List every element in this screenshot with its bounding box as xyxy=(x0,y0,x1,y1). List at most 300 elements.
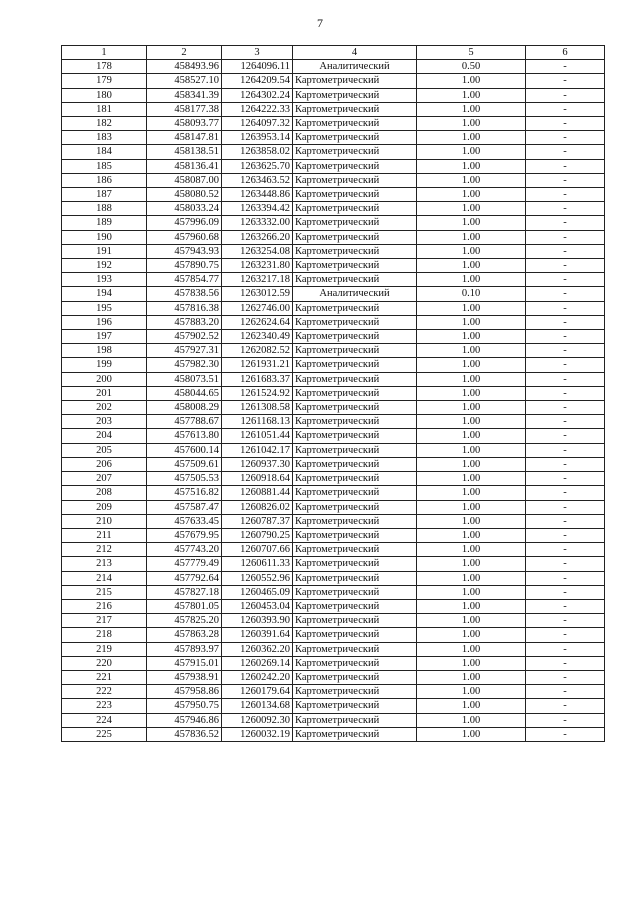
cell-y-coordinate: 1263266.20 xyxy=(222,230,293,244)
cell-x-coordinate: 457509.61 xyxy=(147,457,222,471)
cell-accuracy: 1.00 xyxy=(417,173,526,187)
cell-y-coordinate: 1260790.25 xyxy=(222,528,293,542)
cell-method: Аналитический xyxy=(293,287,417,301)
cell-note: - xyxy=(526,401,605,415)
cell-accuracy: 1.00 xyxy=(417,557,526,571)
cell-y-coordinate: 1260552.96 xyxy=(222,571,293,585)
cell-point-number: 220 xyxy=(62,656,147,670)
cell-note: - xyxy=(526,117,605,131)
cell-point-number: 196 xyxy=(62,315,147,329)
cell-note: - xyxy=(526,202,605,216)
cell-note: - xyxy=(526,173,605,187)
cell-x-coordinate: 457890.75 xyxy=(147,259,222,273)
table-row xyxy=(62,528,605,542)
cell-accuracy: 1.00 xyxy=(417,585,526,599)
table-row xyxy=(62,244,605,258)
column-header-6: 6 xyxy=(526,46,605,60)
cell-x-coordinate: 457743.20 xyxy=(147,543,222,557)
cell-y-coordinate: 1260179.64 xyxy=(222,685,293,699)
cell-method: Картометрический xyxy=(293,443,417,457)
cell-note: - xyxy=(526,330,605,344)
cell-x-coordinate: 457982.30 xyxy=(147,358,222,372)
cell-method: Картометрический xyxy=(293,315,417,329)
table-row xyxy=(62,599,605,613)
table-row xyxy=(62,74,605,88)
cell-method: Картометрический xyxy=(293,230,417,244)
cell-method: Картометрический xyxy=(293,145,417,159)
table-row xyxy=(62,699,605,713)
cell-y-coordinate: 1260134.68 xyxy=(222,699,293,713)
cell-y-coordinate: 1260707.66 xyxy=(222,543,293,557)
cell-y-coordinate: 1261683.37 xyxy=(222,372,293,386)
cell-x-coordinate: 457996.09 xyxy=(147,216,222,230)
cell-accuracy: 1.00 xyxy=(417,500,526,514)
cell-note: - xyxy=(526,599,605,613)
cell-y-coordinate: 1263448.86 xyxy=(222,188,293,202)
cell-y-coordinate: 1264222.33 xyxy=(222,102,293,116)
cell-y-coordinate: 1261042.17 xyxy=(222,443,293,457)
cell-note: - xyxy=(526,585,605,599)
cell-y-coordinate: 1262082.52 xyxy=(222,344,293,358)
cell-point-number: 199 xyxy=(62,358,147,372)
cell-method: Картометрический xyxy=(293,74,417,88)
table-row xyxy=(62,230,605,244)
cell-y-coordinate: 1261168.13 xyxy=(222,415,293,429)
cell-point-number: 182 xyxy=(62,117,147,131)
table-row xyxy=(62,188,605,202)
cell-point-number: 212 xyxy=(62,543,147,557)
cell-accuracy: 1.00 xyxy=(417,259,526,273)
cell-point-number: 221 xyxy=(62,670,147,684)
cell-x-coordinate: 458008.29 xyxy=(147,401,222,415)
cell-accuracy: 1.00 xyxy=(417,415,526,429)
cell-y-coordinate: 1260242.20 xyxy=(222,670,293,684)
cell-accuracy: 1.00 xyxy=(417,614,526,628)
cell-method: Картометрический xyxy=(293,202,417,216)
cell-y-coordinate: 1263625.70 xyxy=(222,159,293,173)
cell-x-coordinate: 457779.49 xyxy=(147,557,222,571)
cell-x-coordinate: 457950.75 xyxy=(147,699,222,713)
cell-method: Картометрический xyxy=(293,599,417,613)
cell-note: - xyxy=(526,188,605,202)
cell-point-number: 181 xyxy=(62,102,147,116)
cell-method: Картометрический xyxy=(293,670,417,684)
cell-note: - xyxy=(526,259,605,273)
cell-y-coordinate: 1262746.00 xyxy=(222,301,293,315)
cell-x-coordinate: 458087.00 xyxy=(147,173,222,187)
cell-y-coordinate: 1260393.90 xyxy=(222,614,293,628)
cell-x-coordinate: 457792.64 xyxy=(147,571,222,585)
cell-x-coordinate: 457633.45 xyxy=(147,514,222,528)
cell-point-number: 217 xyxy=(62,614,147,628)
cell-method: Картометрический xyxy=(293,457,417,471)
table-row xyxy=(62,88,605,102)
cell-method: Картометрический xyxy=(293,429,417,443)
cell-note: - xyxy=(526,571,605,585)
table-row xyxy=(62,429,605,443)
cell-point-number: 178 xyxy=(62,60,147,74)
table-row xyxy=(62,472,605,486)
cell-y-coordinate: 1260787.37 xyxy=(222,514,293,528)
cell-note: - xyxy=(526,386,605,400)
cell-method: Картометрический xyxy=(293,585,417,599)
cell-accuracy: 1.00 xyxy=(417,330,526,344)
table-row xyxy=(62,216,605,230)
table-row xyxy=(62,301,605,315)
cell-accuracy: 1.00 xyxy=(417,244,526,258)
cell-accuracy: 1.00 xyxy=(417,642,526,656)
cell-y-coordinate: 1263217.18 xyxy=(222,273,293,287)
cell-note: - xyxy=(526,628,605,642)
cell-y-coordinate: 1263953.14 xyxy=(222,131,293,145)
cell-accuracy: 1.00 xyxy=(417,145,526,159)
cell-x-coordinate: 457902.52 xyxy=(147,330,222,344)
cell-point-number: 204 xyxy=(62,429,147,443)
cell-accuracy: 1.00 xyxy=(417,117,526,131)
table-row xyxy=(62,287,605,301)
table-row xyxy=(62,273,605,287)
cell-accuracy: 1.00 xyxy=(417,102,526,116)
cell-x-coordinate: 458033.24 xyxy=(147,202,222,216)
cell-method: Картометрический xyxy=(293,699,417,713)
cell-y-coordinate: 1261051.44 xyxy=(222,429,293,443)
cell-accuracy: 1.00 xyxy=(417,386,526,400)
cell-x-coordinate: 458073.51 xyxy=(147,372,222,386)
cell-accuracy: 1.00 xyxy=(417,514,526,528)
cell-method: Картометрический xyxy=(293,188,417,202)
cell-note: - xyxy=(526,230,605,244)
table-row xyxy=(62,372,605,386)
table-row xyxy=(62,415,605,429)
cell-method: Картометрический xyxy=(293,173,417,187)
cell-accuracy: 1.00 xyxy=(417,727,526,741)
header-row xyxy=(62,46,605,60)
cell-note: - xyxy=(526,358,605,372)
cell-note: - xyxy=(526,301,605,315)
cell-note: - xyxy=(526,528,605,542)
cell-accuracy: 1.00 xyxy=(417,699,526,713)
cell-x-coordinate: 457943.93 xyxy=(147,244,222,258)
table-row xyxy=(62,102,605,116)
cell-point-number: 206 xyxy=(62,457,147,471)
cell-point-number: 189 xyxy=(62,216,147,230)
cell-note: - xyxy=(526,372,605,386)
cell-y-coordinate: 1260092.30 xyxy=(222,713,293,727)
cell-accuracy: 1.00 xyxy=(417,372,526,386)
cell-x-coordinate: 457836.52 xyxy=(147,727,222,741)
cell-point-number: 213 xyxy=(62,557,147,571)
cell-note: - xyxy=(526,713,605,727)
cell-note: - xyxy=(526,514,605,528)
cell-accuracy: 1.00 xyxy=(417,131,526,145)
cell-point-number: 224 xyxy=(62,713,147,727)
table-row xyxy=(62,159,605,173)
table-row xyxy=(62,344,605,358)
cell-note: - xyxy=(526,102,605,116)
cell-method: Картометрический xyxy=(293,244,417,258)
cell-accuracy: 1.00 xyxy=(417,571,526,585)
cell-accuracy: 1.00 xyxy=(417,713,526,727)
page-number: 7 xyxy=(317,16,323,30)
cell-method: Картометрический xyxy=(293,557,417,571)
table-body xyxy=(62,60,605,742)
cell-x-coordinate: 458147.81 xyxy=(147,131,222,145)
cell-method: Картометрический xyxy=(293,330,417,344)
table-row xyxy=(62,259,605,273)
cell-point-number: 219 xyxy=(62,642,147,656)
cell-y-coordinate: 1260362.20 xyxy=(222,642,293,656)
cell-y-coordinate: 1263254.08 xyxy=(222,244,293,258)
table-row xyxy=(62,173,605,187)
cell-note: - xyxy=(526,443,605,457)
cell-method: Картометрический xyxy=(293,358,417,372)
cell-y-coordinate: 1264097.32 xyxy=(222,117,293,131)
cell-point-number: 180 xyxy=(62,88,147,102)
cell-accuracy: 1.00 xyxy=(417,486,526,500)
table-row xyxy=(62,358,605,372)
table-row xyxy=(62,670,605,684)
cell-method: Картометрический xyxy=(293,656,417,670)
cell-y-coordinate: 1260881.44 xyxy=(222,486,293,500)
table-row xyxy=(62,557,605,571)
cell-x-coordinate: 457838.56 xyxy=(147,287,222,301)
cell-note: - xyxy=(526,486,605,500)
cell-point-number: 200 xyxy=(62,372,147,386)
cell-x-coordinate: 457960.68 xyxy=(147,230,222,244)
table-row xyxy=(62,727,605,741)
cell-x-coordinate: 457801.05 xyxy=(147,599,222,613)
cell-point-number: 208 xyxy=(62,486,147,500)
cell-x-coordinate: 457613.80 xyxy=(147,429,222,443)
cell-note: - xyxy=(526,287,605,301)
cell-x-coordinate: 457679.95 xyxy=(147,528,222,542)
table-row xyxy=(62,642,605,656)
cell-y-coordinate: 1261524.92 xyxy=(222,386,293,400)
cell-x-coordinate: 457946.86 xyxy=(147,713,222,727)
cell-method: Картометрический xyxy=(293,216,417,230)
cell-x-coordinate: 458044.65 xyxy=(147,386,222,400)
table-row xyxy=(62,571,605,585)
cell-note: - xyxy=(526,429,605,443)
cell-accuracy: 1.00 xyxy=(417,543,526,557)
cell-accuracy: 1.00 xyxy=(417,443,526,457)
cell-x-coordinate: 458527.10 xyxy=(147,74,222,88)
cell-method: Картометрический xyxy=(293,415,417,429)
cell-method: Картометрический xyxy=(293,372,417,386)
cell-y-coordinate: 1264302.24 xyxy=(222,88,293,102)
cell-accuracy: 1.00 xyxy=(417,74,526,88)
cell-note: - xyxy=(526,543,605,557)
cell-point-number: 201 xyxy=(62,386,147,400)
cell-method: Картометрический xyxy=(293,131,417,145)
cell-point-number: 193 xyxy=(62,273,147,287)
cell-x-coordinate: 457600.14 xyxy=(147,443,222,457)
cell-method: Картометрический xyxy=(293,273,417,287)
cell-point-number: 211 xyxy=(62,528,147,542)
table-row xyxy=(62,457,605,471)
cell-note: - xyxy=(526,457,605,471)
cell-y-coordinate: 1262340.49 xyxy=(222,330,293,344)
cell-accuracy: 1.00 xyxy=(417,315,526,329)
cell-x-coordinate: 457816.38 xyxy=(147,301,222,315)
cell-point-number: 223 xyxy=(62,699,147,713)
cell-accuracy: 1.00 xyxy=(417,685,526,699)
cell-y-coordinate: 1264096.11 xyxy=(222,60,293,74)
cell-x-coordinate: 458177.38 xyxy=(147,102,222,116)
cell-note: - xyxy=(526,315,605,329)
cell-x-coordinate: 457788.67 xyxy=(147,415,222,429)
cell-note: - xyxy=(526,415,605,429)
cell-accuracy: 1.00 xyxy=(417,344,526,358)
table-row xyxy=(62,386,605,400)
table-row xyxy=(62,443,605,457)
cell-x-coordinate: 458493.96 xyxy=(147,60,222,74)
cell-method: Картометрический xyxy=(293,571,417,585)
table-row xyxy=(62,117,605,131)
cell-point-number: 185 xyxy=(62,159,147,173)
cell-y-coordinate: 1260453.04 xyxy=(222,599,293,613)
cell-method: Картометрический xyxy=(293,713,417,727)
cell-note: - xyxy=(526,614,605,628)
cell-method: Картометрический xyxy=(293,88,417,102)
cell-y-coordinate: 1260611.33 xyxy=(222,557,293,571)
table-row xyxy=(62,685,605,699)
cell-accuracy: 1.00 xyxy=(417,202,526,216)
cell-method: Картометрический xyxy=(293,543,417,557)
cell-y-coordinate: 1263463.52 xyxy=(222,173,293,187)
cell-accuracy: 1.00 xyxy=(417,599,526,613)
cell-x-coordinate: 457587.47 xyxy=(147,500,222,514)
cell-accuracy: 1.00 xyxy=(417,216,526,230)
table-row xyxy=(62,486,605,500)
cell-y-coordinate: 1261308.58 xyxy=(222,401,293,415)
cell-x-coordinate: 457863.28 xyxy=(147,628,222,642)
cell-method: Картометрический xyxy=(293,259,417,273)
table-row xyxy=(62,514,605,528)
cell-accuracy: 1.00 xyxy=(417,358,526,372)
column-header-4: 4 xyxy=(293,46,417,60)
cell-x-coordinate: 457516.82 xyxy=(147,486,222,500)
table-row xyxy=(62,401,605,415)
cell-x-coordinate: 457854.77 xyxy=(147,273,222,287)
cell-method: Картометрический xyxy=(293,301,417,315)
table-row xyxy=(62,145,605,159)
cell-note: - xyxy=(526,685,605,699)
cell-y-coordinate: 1263332.00 xyxy=(222,216,293,230)
cell-method: Картометрический xyxy=(293,401,417,415)
cell-method: Картометрический xyxy=(293,642,417,656)
cell-method: Картометрический xyxy=(293,614,417,628)
cell-note: - xyxy=(526,88,605,102)
coordinates-table xyxy=(61,45,605,742)
cell-y-coordinate: 1260937.30 xyxy=(222,457,293,471)
cell-point-number: 205 xyxy=(62,443,147,457)
table-row xyxy=(62,315,605,329)
table-row xyxy=(62,585,605,599)
cell-point-number: 198 xyxy=(62,344,147,358)
table-row xyxy=(62,500,605,514)
cell-note: - xyxy=(526,344,605,358)
cell-x-coordinate: 457938.91 xyxy=(147,670,222,684)
cell-point-number: 222 xyxy=(62,685,147,699)
cell-point-number: 214 xyxy=(62,571,147,585)
cell-x-coordinate: 458138.51 xyxy=(147,145,222,159)
cell-y-coordinate: 1260032.19 xyxy=(222,727,293,741)
cell-accuracy: 1.00 xyxy=(417,528,526,542)
cell-note: - xyxy=(526,472,605,486)
cell-point-number: 210 xyxy=(62,514,147,528)
cell-point-number: 188 xyxy=(62,202,147,216)
cell-note: - xyxy=(526,131,605,145)
cell-point-number: 218 xyxy=(62,628,147,642)
cell-method: Картометрический xyxy=(293,386,417,400)
cell-y-coordinate: 1263012.59 xyxy=(222,287,293,301)
cell-method: Картометрический xyxy=(293,727,417,741)
cell-method: Картометрический xyxy=(293,159,417,173)
cell-point-number: 190 xyxy=(62,230,147,244)
cell-x-coordinate: 457883.20 xyxy=(147,315,222,329)
cell-x-coordinate: 458341.39 xyxy=(147,88,222,102)
column-header-3: 3 xyxy=(222,46,293,60)
cell-y-coordinate: 1261931.21 xyxy=(222,358,293,372)
cell-y-coordinate: 1263394.42 xyxy=(222,202,293,216)
cell-y-coordinate: 1263858.02 xyxy=(222,145,293,159)
table-row xyxy=(62,202,605,216)
cell-accuracy: 1.00 xyxy=(417,401,526,415)
cell-method: Картометрический xyxy=(293,628,417,642)
column-header-2: 2 xyxy=(147,46,222,60)
cell-y-coordinate: 1260826.02 xyxy=(222,500,293,514)
cell-accuracy: 1.00 xyxy=(417,159,526,173)
cell-accuracy: 1.00 xyxy=(417,273,526,287)
cell-y-coordinate: 1260918.64 xyxy=(222,472,293,486)
cell-point-number: 207 xyxy=(62,472,147,486)
cell-accuracy: 1.00 xyxy=(417,188,526,202)
cell-y-coordinate: 1260269.14 xyxy=(222,656,293,670)
cell-note: - xyxy=(526,557,605,571)
cell-x-coordinate: 457893.97 xyxy=(147,642,222,656)
table-row xyxy=(62,713,605,727)
cell-point-number: 209 xyxy=(62,500,147,514)
cell-point-number: 191 xyxy=(62,244,147,258)
cell-accuracy: 1.00 xyxy=(417,472,526,486)
cell-note: - xyxy=(526,159,605,173)
column-header-5: 5 xyxy=(417,46,526,60)
cell-note: - xyxy=(526,216,605,230)
cell-x-coordinate: 458093.77 xyxy=(147,117,222,131)
cell-method: Картометрический xyxy=(293,344,417,358)
cell-method: Картометрический xyxy=(293,102,417,116)
cell-method: Картометрический xyxy=(293,472,417,486)
cell-note: - xyxy=(526,670,605,684)
cell-note: - xyxy=(526,244,605,258)
cell-x-coordinate: 457915.01 xyxy=(147,656,222,670)
cell-x-coordinate: 457958.86 xyxy=(147,685,222,699)
cell-method: Картометрический xyxy=(293,500,417,514)
cell-x-coordinate: 457825.20 xyxy=(147,614,222,628)
cell-accuracy: 0.50 xyxy=(417,60,526,74)
cell-accuracy: 1.00 xyxy=(417,301,526,315)
table-row xyxy=(62,614,605,628)
cell-note: - xyxy=(526,74,605,88)
cell-point-number: 195 xyxy=(62,301,147,315)
cell-accuracy: 1.00 xyxy=(417,656,526,670)
cell-point-number: 187 xyxy=(62,188,147,202)
cell-point-number: 186 xyxy=(62,173,147,187)
cell-point-number: 215 xyxy=(62,585,147,599)
cell-y-coordinate: 1263231.80 xyxy=(222,259,293,273)
cell-y-coordinate: 1260391.64 xyxy=(222,628,293,642)
